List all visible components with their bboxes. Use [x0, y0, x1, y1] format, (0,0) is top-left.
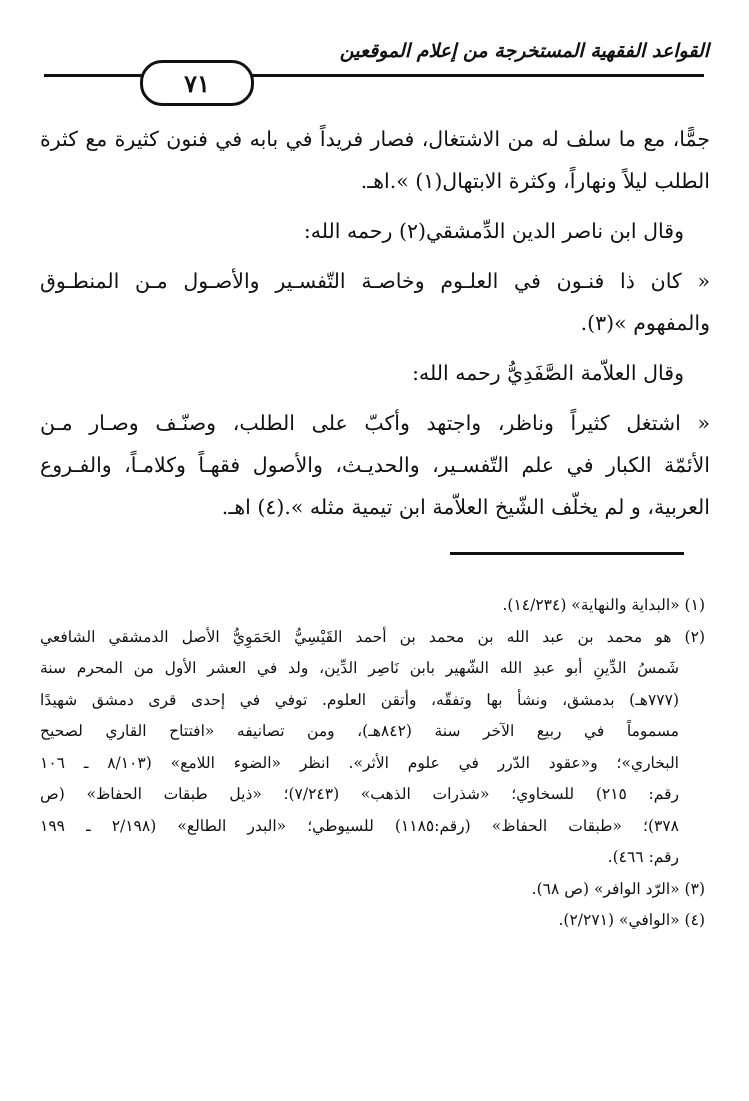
footnote-line: رقم: ٤٦٦). [607, 848, 679, 866]
quote-line: الأئمّة الكبار في علم التّفسـير، والحديـث، والأصول فقهـاً وكلامـاً، والفـروع [40, 453, 710, 477]
footnote-line: (٣) «الرّد الوافر» (ص ٦٨). [531, 879, 705, 898]
quote-line: العربية، و لم يخلّف الشّيخ العلاّمة ابن تيمية مثله ».(٤) اهـ. [221, 495, 710, 519]
footnote-line: (٢) هو محمد بن عبد الله بن محمد بن أحمد القَيْسِيُّ الحَمَوِيُّ الأصل الدمشقي الشافعي [40, 627, 705, 646]
quote-line: « اشتغل كثيراً وناظر، واجتهد وأكبّ على الطلب، وصنّـف وصـار مـن [40, 411, 710, 435]
footnote-line: (٤) «الوافي» (٢/٢٧١). [558, 911, 705, 929]
footnote-line: مسموماً في ربيع الآخر سنة (٨٤٢هـ)، ومن تصانيفه «افتتاح القاري لصحيح [40, 722, 679, 740]
footnote-line: ٣٧٨)؛ «طبقات الحفاظ» (رقم:١١٨٥) للسيوطي؛ «البدر الطالع» (٢/١٩٨ ـ ١٩٩ [40, 816, 679, 835]
page-number-badge [140, 60, 254, 106]
text-line: وقال ابن ناصر الدين الدِّمشقي(٢) رحمه الله: [303, 219, 684, 243]
footnotes [40, 590, 705, 937]
footnote-line: (٧٧٧هـ) بدمشق، ونشأ بها وتفقّه، وأتقن العلوم. توفي في إحدى قرى دمشق شهيدًا [40, 690, 679, 709]
text-line: الطلب ليلاً ونهاراً، وكثرة الابتهال(١) ».اهـ. [360, 169, 710, 193]
footnote-line: شَمسُ الدِّينِ أبو عبدِ الله الشّهير بابن نَاصِر الدِّين، ولد في العشر الأول من المحرم سنة [40, 659, 679, 677]
quote-line: « كان ذا فنـون في العلـوم وخاصـة التّفسـير والأصـول مـن المنطـوق [40, 269, 710, 293]
footnote-line: البخاري»؛ و«عقود الدّرر في علوم الأثر». انظر «الضوء اللامع» (٨/١٠٣ ـ ١٠٦ [40, 753, 679, 772]
text-line: وقال العلاّمة الصَّفَدِيُّ رحمه الله: [412, 361, 684, 385]
running-header-title: القواعد الفقهية المستخرجة من إعلام الموقعين [339, 40, 709, 62]
quote-line: والمفهوم »(٣). [580, 311, 710, 335]
main-text [40, 118, 710, 528]
footnote-separator [450, 552, 684, 555]
footnote-line: رقم: ٢١٥) للسخاوي؛ «شذرات الذهب» (٧/٢٤٣)؛ «ذيل طبقات الحفاظ» (ص [40, 785, 679, 803]
page-number: ٧١ [184, 68, 210, 98]
text-line: جمًّا، مع ما سلف له من الاشتغال، فصار فريداً في بابه في فنون كثيرة مع كثرة [40, 127, 710, 151]
footnote-line: (١) «البداية والنهاية» (١٤/٢٣٤). [502, 596, 705, 614]
